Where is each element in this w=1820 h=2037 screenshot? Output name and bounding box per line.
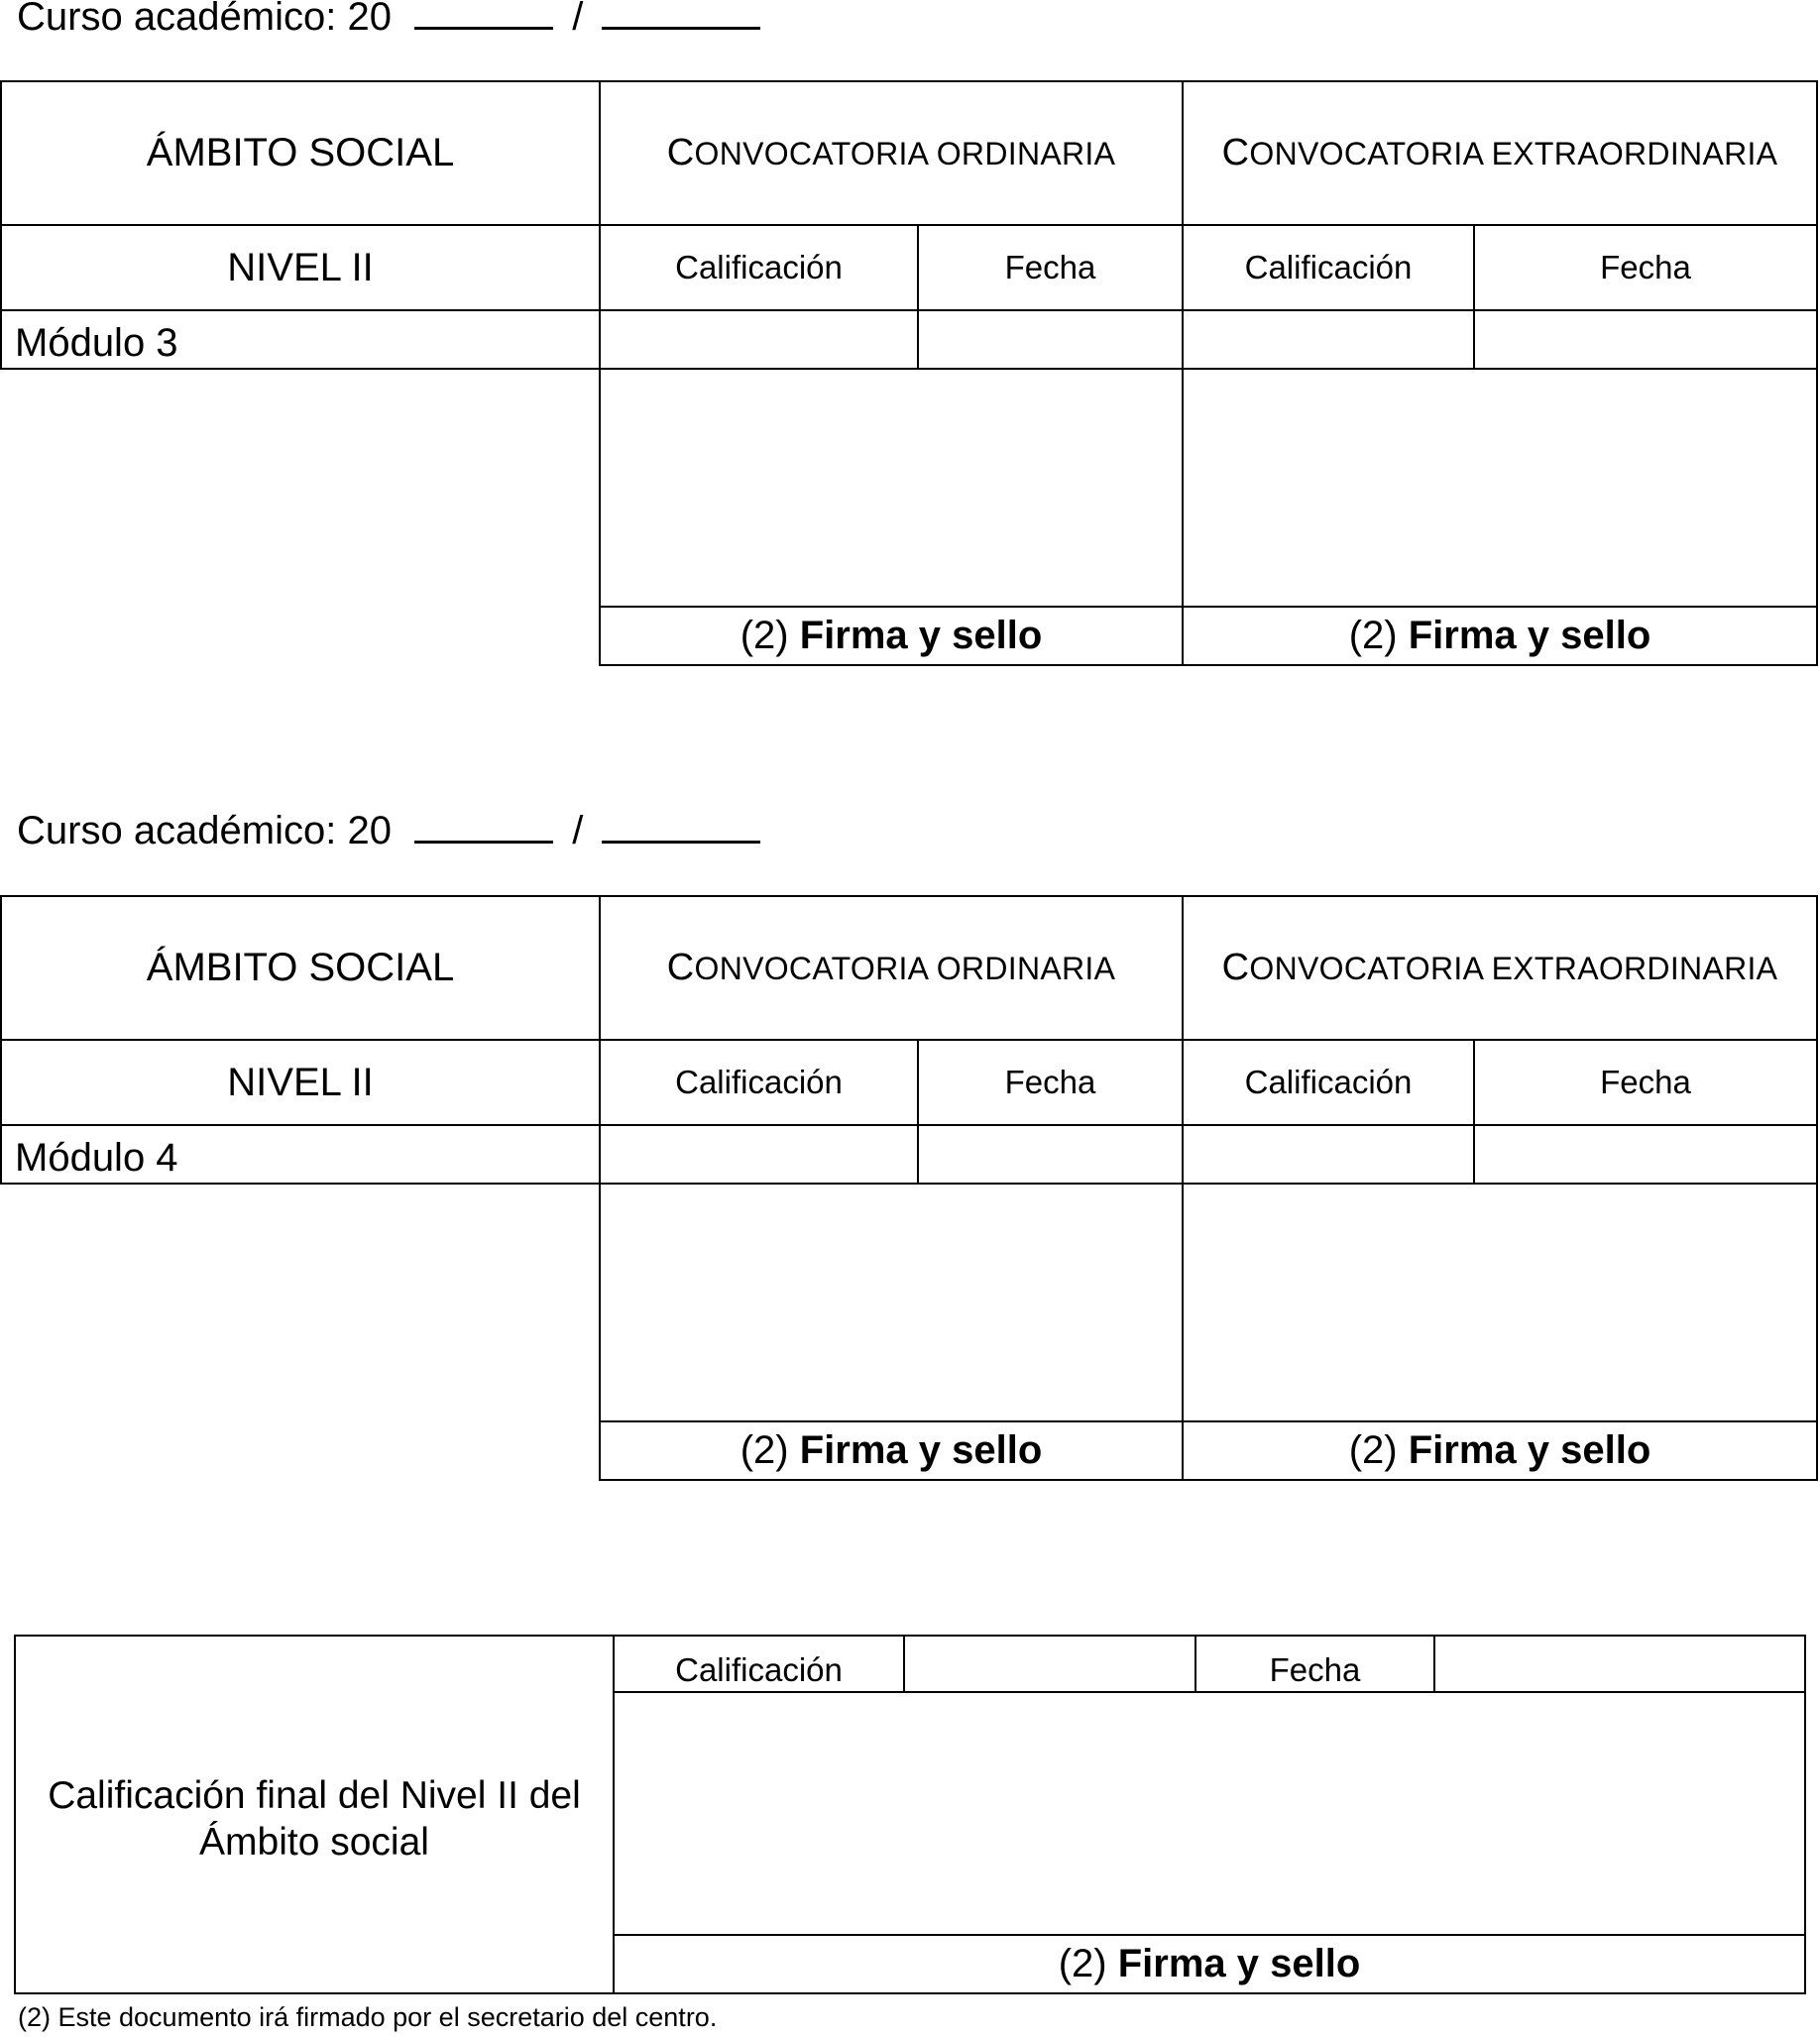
ordinary-date-field[interactable]: [919, 311, 1182, 368]
year-blank-field[interactable]: [414, 0, 553, 30]
extraordinary-date-header: Fecha: [1600, 249, 1691, 285]
final-date-field[interactable]: [1435, 1637, 1804, 1691]
year-blank-field[interactable]: [602, 807, 760, 844]
ordinary-signature-area[interactable]: [601, 370, 1182, 606]
year-separator: /: [572, 0, 584, 39]
extraordinary-date-header: Fecha: [1600, 1064, 1691, 1100]
extraordinary-grade-field[interactable]: [1184, 311, 1473, 368]
final-signature-area[interactable]: [615, 1693, 1804, 1934]
ordinary-date-header: Fecha: [1004, 1064, 1096, 1100]
footnote: (2) Este documento irá firmado por el secretario del centro.: [18, 2002, 718, 2032]
academic-year-line-2: [17, 807, 760, 853]
extraordinary-signature-area[interactable]: [1184, 370, 1816, 606]
ordinary-session-header: CONVOCATORIA ORDINARIA: [666, 132, 1116, 173]
ordinary-grade-field[interactable]: [601, 1126, 917, 1183]
ordinary-grade-header: Calificación: [675, 1064, 843, 1100]
extraordinary-session-header: CONVOCATORIA EXTRAORDINARIA: [1221, 947, 1778, 988]
ordinary-signature-area[interactable]: [601, 1185, 1182, 1420]
extraordinary-session-header: CONVOCATORIA EXTRAORDINARIA: [1221, 132, 1778, 173]
extraordinary-grade-header: Calificación: [1244, 1064, 1413, 1100]
ordinary-signature-label: (2) Firma y sello: [739, 1428, 1043, 1472]
year-separator: /: [572, 809, 584, 852]
extraordinary-grade-field[interactable]: [1184, 1126, 1473, 1183]
final-grade-header: Calificación: [675, 1651, 843, 1688]
level-label: NIVEL II: [227, 245, 374, 289]
area-title: ÁMBITO SOCIAL: [146, 131, 455, 174]
level-label: NIVEL II: [227, 1060, 374, 1104]
extraordinary-signature-area[interactable]: [1184, 1185, 1816, 1420]
extraordinary-date-field[interactable]: [1475, 311, 1816, 368]
area-title: ÁMBITO SOCIAL: [146, 946, 455, 989]
final-grade-field[interactable]: [905, 1637, 1194, 1691]
extraordinary-signature-label: (2) Firma y sello: [1348, 614, 1651, 657]
final-date-header: Fecha: [1269, 1651, 1361, 1688]
ordinary-session-header: CONVOCATORIA ORDINARIA: [666, 947, 1116, 988]
extraordinary-grade-header: Calificación: [1244, 249, 1413, 285]
year-blank-field[interactable]: [414, 807, 553, 844]
final-signature-label: (2) Firma y sello: [1058, 1942, 1361, 1985]
academic-year-label: Curso académico: 20: [17, 809, 392, 852]
ordinary-grade-header: Calificación: [675, 249, 843, 285]
module-label: Módulo 3: [15, 321, 178, 365]
extraordinary-date-field[interactable]: [1475, 1126, 1816, 1183]
ordinary-date-header: Fecha: [1004, 249, 1096, 285]
module-label: Módulo 4: [15, 1136, 178, 1180]
ordinary-date-field[interactable]: [919, 1126, 1182, 1183]
academic-year-label: Curso académico: 20: [17, 0, 392, 39]
academic-year-line-1: [17, 0, 760, 40]
ordinary-grade-field[interactable]: [601, 311, 917, 368]
year-blank-field[interactable]: [602, 0, 760, 30]
final-grade-title: Calificación final del Nivel II del Ámbito social: [48, 1773, 581, 1864]
ordinary-signature-label: (2) Firma y sello: [739, 614, 1043, 657]
extraordinary-signature-label: (2) Firma y sello: [1348, 1428, 1651, 1472]
